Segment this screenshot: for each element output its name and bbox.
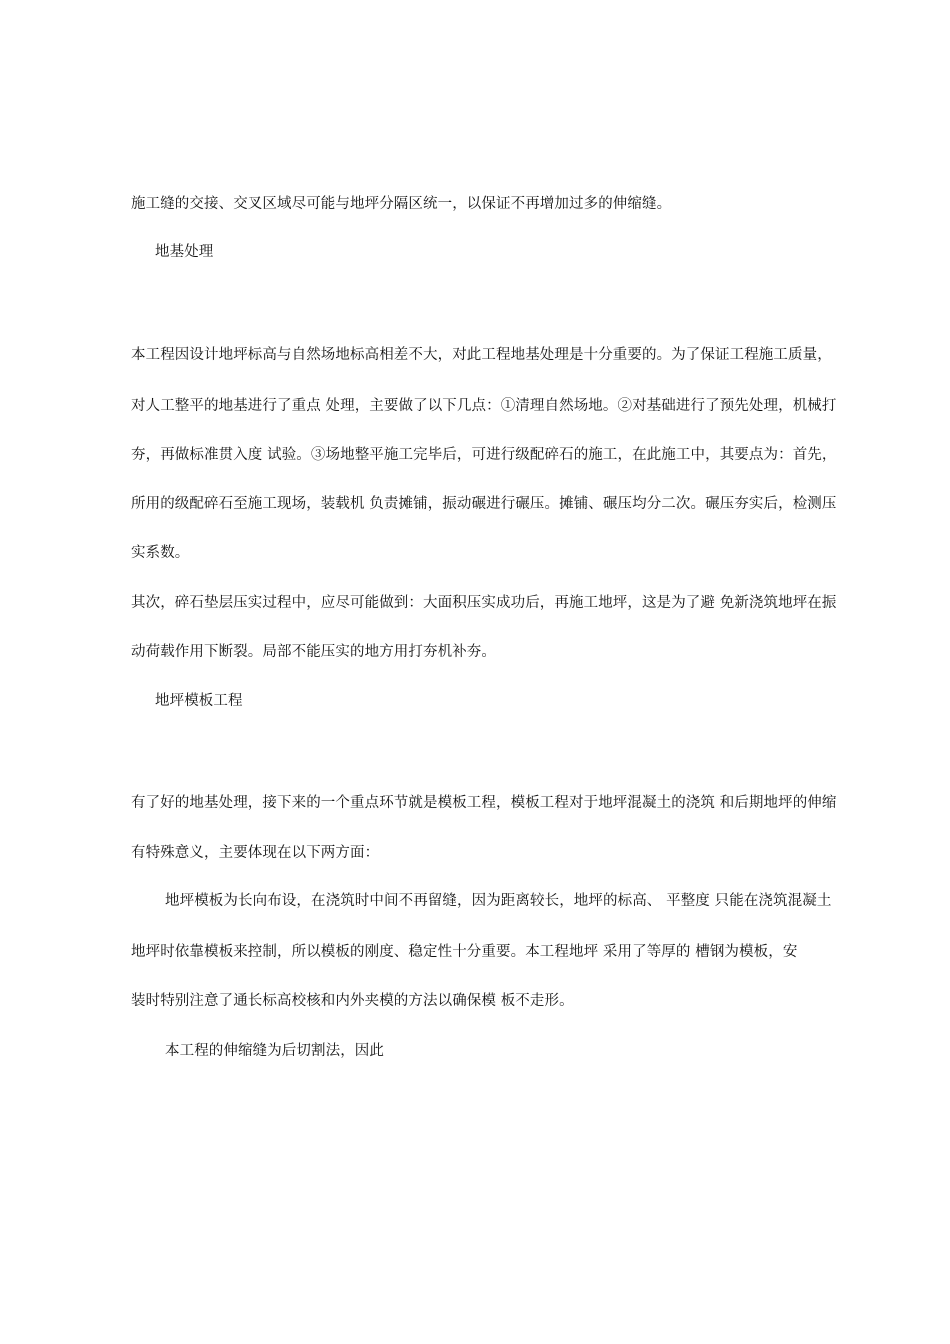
paragraph-line-6: 所用的级配碎石至施工现场，装载机 负责摊铺，振动碾进行碾压。摊铺、碾压均分二次。碾压夯实后，检测压 <box>131 496 837 512</box>
paragraph-line-13: 地坪模板为长向布设，在浇筑时中间不再留缝，因为距离较长，地坪的标高、 平整度 只能在浇筑混凝土 <box>165 893 832 909</box>
paragraph-line-1: 施工缝的交接、交叉区域尽可能与地坪分隔区统一，以保证不再增加过多的伸缩缝。 <box>131 196 672 212</box>
paragraph-line-9: 动荷载作用下断裂。局部不能压实的地方用打夯机补夯。 <box>131 644 496 660</box>
paragraph-line-15: 装时特别注意了通长标高校核和内外夹模的方法以确保模 板不走形。 <box>131 993 574 1009</box>
paragraph-line-11: 有了好的地基处理，接下来的一个重点环节就是模板工程，模板工程对于地坪混凝土的浇筑 和后期地坪的伸缩 <box>131 795 837 811</box>
paragraph-line-4: 对人工整平的地基进行了重点 处理，主要做了以下几点：①清理自然场地。②对基础进行了预先处理，机械打 <box>131 398 837 414</box>
section-heading-foundation: 地基处理 <box>155 244 214 260</box>
paragraph-line-5: 夯，再做标准贯入度 试验。③场地整平施工完毕后，可进行级配碎石的施工，在此施工中，其要点为：首先， <box>131 447 837 463</box>
paragraph-line-14: 地坪时依靠模板来控制，所以模板的刚度、稳定性十分重要。本工程地坪 采用了等厚的 槽钢为模板，安 <box>131 944 798 960</box>
paragraph-line-7: 实系数。 <box>131 545 190 561</box>
paragraph-line-8: 其次，碎石垫层压实过程中，应尽可能做到：大面积压实成功后，再施工地坪，这是为了避 免新浇筑地坪在振 <box>131 595 837 611</box>
section-heading-formwork: 地坪模板工程 <box>155 693 243 709</box>
paragraph-line-12: 有特殊意义，主要体现在以下两方面： <box>131 845 380 861</box>
paragraph-line-16: 本工程的伸缩缝为后切割法，因此 <box>165 1043 384 1059</box>
paragraph-line-3: 本工程因设计地坪标高与自然场地标高相差不大，对此工程地基处理是十分重要的。为了保证工程施工质量， <box>131 347 832 363</box>
